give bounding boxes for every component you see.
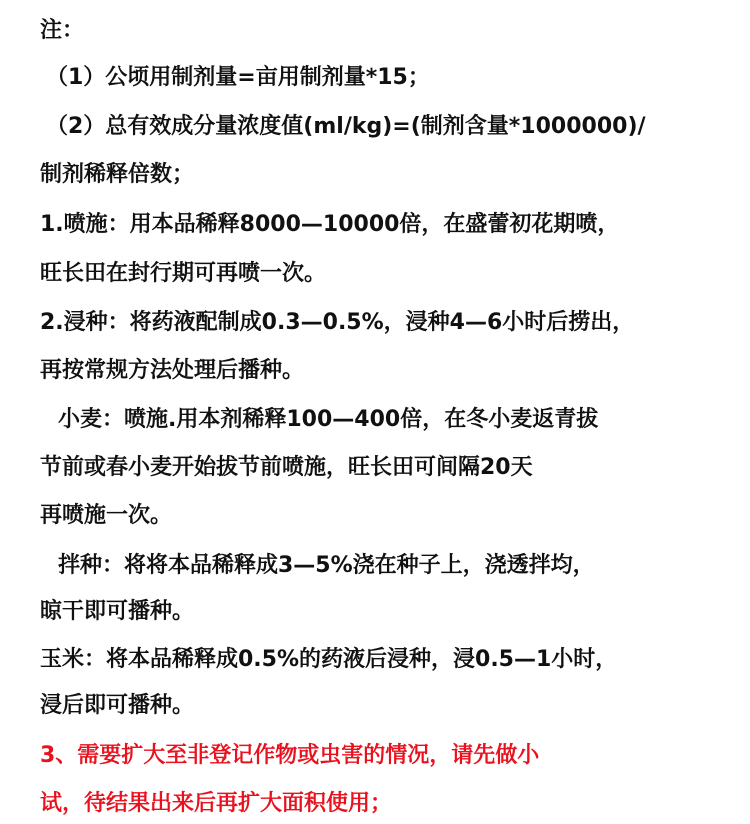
wheat-instruction-cont: 节前或春小麦开始拔节前喷施，旺长田可间隔20天 [40, 455, 533, 480]
warning-text-cont: 试，待结果出来后再扩大面积使用； [40, 791, 393, 816]
mix-seed-instruction-cont: 晾干即可播种。 [40, 599, 195, 624]
corn-instruction: 玉米：将本品稀释成0.5%的药液后浸种，浸0.5—1小时， [40, 647, 618, 672]
wheat-instruction: 小麦：喷施.用本剂稀释100—400倍，在冬小麦返青拔 [58, 407, 599, 432]
mix-seed-instruction: 拌种：将将本品稀释成3—5%浇在种子上，浇透拌均， [58, 553, 595, 578]
note-item-2-cont: 制剂稀释倍数； [40, 162, 195, 187]
note-item-1: （1）公顷用制剂量=亩用制剂量*15； [46, 65, 430, 90]
spray-instruction-cont: 旺长田在封行期可再喷一次。 [40, 261, 327, 286]
warning-text: 3、需要扩大至非登记作物或虫害的情况，请先做小 [40, 743, 540, 768]
soak-instruction: 2.浸种：将药液配制成0.3—0.5%，浸种4—6小时后捞出， [40, 310, 635, 335]
corn-instruction-cont: 浸后即可播种。 [40, 693, 195, 718]
wheat-instruction-end: 再喷施一次。 [40, 503, 173, 528]
spray-instruction: 1.喷施：用本品稀释8000—10000倍，在盛蕾初花期喷， [40, 212, 620, 237]
note-heading: 注： [40, 18, 85, 43]
soak-instruction-cont: 再按常规方法处理后播种。 [40, 358, 305, 383]
note-item-2: （2）总有效成分量浓度值(ml/kg)=(制剂含量*1000000)/ [46, 114, 646, 139]
